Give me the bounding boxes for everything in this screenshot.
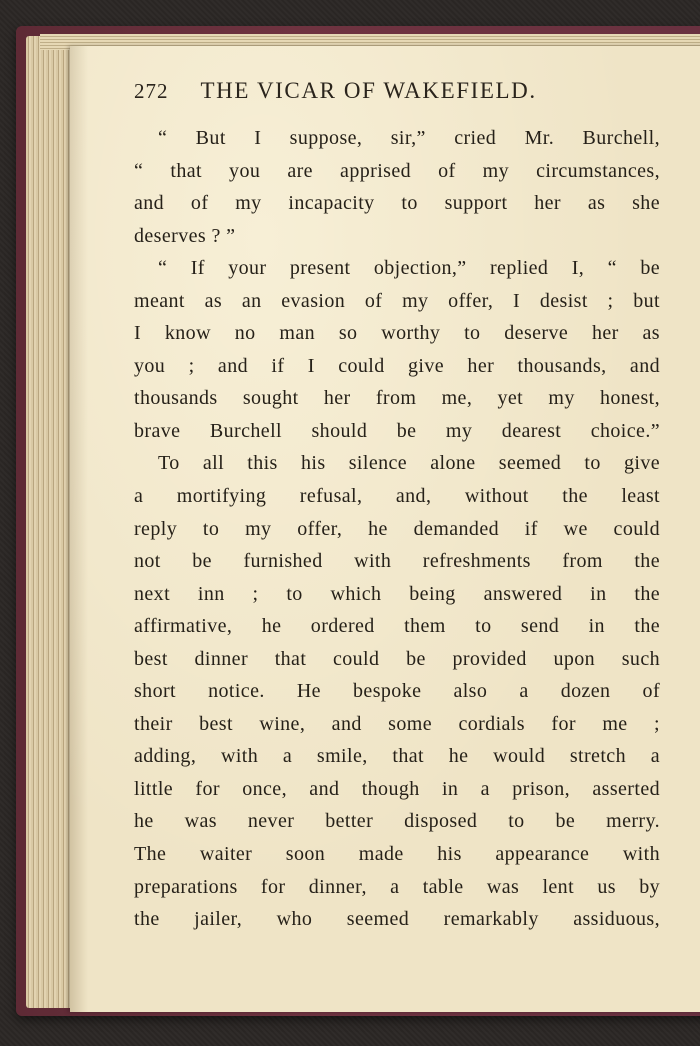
text-line: The waiter soon made his appearance with (134, 843, 660, 866)
text-line: he was never better disposed to be merry. (134, 810, 660, 833)
text-line: preparations for dinner, a table was lent us by (134, 875, 660, 898)
text-line: I know no man so worthy to deserve her as (134, 322, 660, 345)
text-line: deserves ? ” (134, 224, 236, 247)
text-line: the jailer, who seemed remarkably assiduous, (134, 908, 660, 931)
text-line: “ that you are apprised of my circumstances, (134, 159, 660, 182)
text-line: and of my incapacity to support her as she (134, 192, 660, 215)
text-line: you ; and if I could give her thousands, and (134, 354, 660, 377)
text-line: affirmative, he ordered them to send in the (134, 615, 660, 638)
text-line: reply to my offer, he demanded if we could (134, 517, 660, 540)
text-line: brave Burchell should be my dearest choice.” (134, 419, 660, 442)
text-line: little for once, and though in a prison, asserted (134, 777, 660, 800)
text-line: their best wine, and some cordials for me ; (134, 712, 660, 735)
running-head (134, 78, 537, 104)
book-title: THE VICAR OF WAKEFIELD. (200, 78, 537, 103)
body-text (134, 122, 660, 936)
text-line: a mortifying refusal, and, without the least (134, 485, 660, 508)
text-line: “ If your present objection,” replied I, “ be (158, 257, 660, 280)
text-line: best dinner that could be provided upon such (134, 647, 660, 670)
page-number: 272 (134, 79, 169, 103)
text-line: “ But I suppose, sir,” cried Mr. Burchell, (158, 127, 660, 149)
text-line: meant as an evasion of my offer, I desist ; but (134, 289, 660, 312)
text-line: thousands sought her from me, yet my honest, (134, 387, 660, 410)
text-line: adding, with a smile, that he would stretch a (134, 745, 660, 768)
text-line: short notice. He bespoke also a dozen of (134, 680, 660, 703)
text-line: not be furnished with refreshments from the (134, 550, 660, 573)
text-line: To all this his silence alone seemed to give (158, 452, 660, 475)
text-line: next inn ; to which being answered in the (134, 582, 660, 605)
